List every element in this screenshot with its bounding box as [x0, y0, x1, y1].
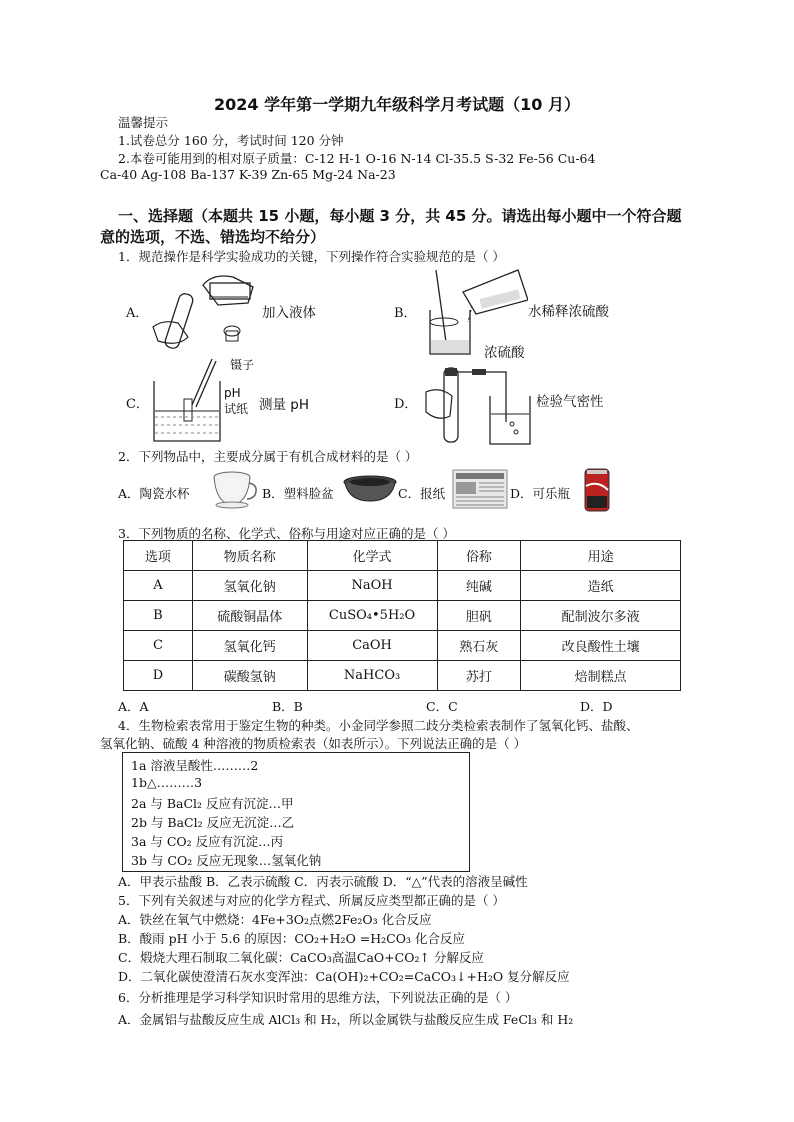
notes-line-3: Ca-40 Ag-108 Ba-137 K-39 Zn-65 Mg-24 Na-23	[100, 167, 396, 182]
q2-option-d: D．可乐瓶	[510, 486, 571, 501]
table-cell: 硫酸铜晶体	[192, 601, 307, 631]
q1-option-b-caption-2: 浓硫酸	[484, 345, 525, 361]
table-cell: 改良酸性土壤	[521, 631, 681, 661]
table-cell: 氢氧化钠	[192, 571, 307, 601]
table-cell: NaOH	[307, 571, 437, 601]
q3-stem: 3．下列物质的名称、化学式、俗称与用途对应正确的是（ ）	[118, 526, 455, 541]
q1-option-b-caption-1: 水稀释浓硫酸	[528, 304, 609, 320]
table-row	[124, 661, 681, 691]
q4-stem-2: 氢氧化钠、硫酸 4 种溶液的物质检索表（如表所示）。下列说法正确的是（ ）	[100, 736, 527, 751]
table-cell: 苏打	[437, 661, 521, 691]
q1-option-c-caption: 测量 pH	[259, 397, 310, 413]
ceramic-cup-image	[208, 469, 262, 509]
table-cell: A	[124, 571, 193, 601]
q4-options: A．甲表示盐酸 B．乙表示硫酸 C．丙表示硫酸 D．“△”代表的溶液呈碱性	[118, 874, 528, 889]
q1-option-c-tweezers: 镊子	[230, 358, 255, 372]
key-entry: 2b 与 BaCl₂ 反应无沉淀…乙	[131, 815, 295, 830]
q3-option-a: A．A	[118, 699, 149, 714]
table-header-row	[124, 541, 681, 571]
table-cell: CaOH	[307, 631, 437, 661]
table-row	[124, 571, 681, 601]
ph-test-illustration	[150, 355, 230, 447]
table-header-cell: 用途	[521, 541, 681, 571]
table-cell: CuSO₄•5H₂O	[307, 601, 437, 631]
q3-option-c: C．C	[426, 699, 458, 714]
q5-option-d: D．二氧化碳使澄清石灰水变浑浊：Ca(OH)₂+CO₂=CaCO₃↓+H₂O 复分解反应	[118, 969, 570, 984]
table-cell: D	[124, 661, 193, 691]
table-cell: 纯碱	[437, 571, 521, 601]
key-entry: 2a 与 BaCl₂ 反应有沉淀…甲	[131, 796, 294, 811]
key-entry: 3b 与 CO₂ 反应无现象…氢氧化钠	[131, 853, 322, 868]
key-entry: 3a 与 CO₂ 反应有沉淀…丙	[131, 834, 284, 849]
key-entry: 1a 溶液呈酸性………2	[131, 758, 259, 773]
q1-option-a-label: A．	[126, 306, 149, 321]
table-row	[124, 631, 681, 661]
newspaper-image	[452, 469, 508, 509]
q1-option-b-label: B．	[394, 306, 417, 321]
table-cell: B	[124, 601, 193, 631]
table-header-cell: 化学式	[307, 541, 437, 571]
q5-option-a: A．铁丝在氧气中燃烧：4Fe+3O₂点燃2Fe₂O₃ 化合反应	[118, 912, 432, 927]
q1-option-a-caption: 加入液体	[262, 305, 316, 321]
table-cell: 焙制糕点	[521, 661, 681, 691]
table-cell: 造纸	[521, 571, 681, 601]
q2-option-a: A．陶瓷水杯	[118, 486, 190, 501]
q4-stem-1: 4．生物检索表常用于鉴定生物的种类。小金同学参照二歧分类检索表制作了氢氧化钙、盐酸、	[118, 718, 639, 733]
q3-option-b: B．B	[272, 699, 303, 714]
table-header-cell: 选项	[124, 541, 193, 571]
q2-option-b: B．塑料脸盆	[262, 486, 334, 501]
q1-option-c-label: C．	[126, 397, 149, 412]
table-cell: NaHCO₃	[307, 661, 437, 691]
q1-option-d-label: D．	[394, 397, 418, 412]
section-header-line-2: 意的选项，不选、错选均不给分）	[100, 228, 326, 246]
table-row	[124, 601, 681, 631]
q5-option-c: C．煅烧大理石制取二氧化碳：CaCO₃高温CaO+CO₂↑ 分解反应	[118, 950, 484, 965]
q2-option-c: C．报纸	[398, 486, 446, 501]
q1-stem: 1．规范操作是科学实验成功的关键，下列操作符合实验规范的是（ ）	[118, 249, 505, 264]
q5-option-b: B．酸雨 pH 小于 5.6 的原因：CO₂+H₂O =H₂CO₃ 化合反应	[118, 931, 465, 946]
table-cell: C	[124, 631, 193, 661]
table-cell: 熟石灰	[437, 631, 521, 661]
table-cell: 氢氧化钙	[192, 631, 307, 661]
table-header-cell: 物质名称	[192, 541, 307, 571]
q1-option-c-paper: 试纸	[224, 402, 249, 416]
cola-can-image	[582, 466, 612, 514]
notes-heading: 温馨提示	[118, 115, 169, 130]
section-header-line-1: 一、选择题（本题共 15 小题，每小题 3 分，共 45 分。请选出每小题中一个符合题	[118, 207, 682, 225]
key-entry: 1b△………3	[131, 775, 203, 790]
notes-line-1: 1.试卷总分 160 分，考试时间 120 分钟	[118, 133, 344, 148]
q3-table	[123, 540, 681, 691]
notes-line-2: 2.本卷可能用到的相对原子质量：C-12 H-1 O-16 N-14 Cl-35.5 S-32 Fe-56 Cu-64	[118, 151, 596, 166]
q1-option-c-ph: pH	[224, 386, 241, 400]
table-cell: 配制波尔多液	[521, 601, 681, 631]
airtight-check-illustration	[418, 362, 534, 448]
q4-key-box	[122, 752, 470, 872]
q6-option-a: A．金属铝与盐酸反应生成 AlCl₃ 和 H₂，所以金属铁与盐酸反应生成 FeCl₃ 和 H₂	[118, 1012, 574, 1027]
plastic-basin-image	[342, 474, 398, 504]
pouring-liquid-illustration	[148, 265, 268, 360]
q3-option-d: D．D	[580, 699, 613, 714]
table-cell: 胆矾	[437, 601, 521, 631]
table-cell: 碳酸氢钠	[192, 661, 307, 691]
page-title: 2024 学年第一学期九年级科学月考试题（10 月）	[214, 95, 580, 114]
q5-stem: 5．下列有关叙述与对应的化学方程式、所属反应类型都正确的是（ ）	[118, 893, 505, 908]
q2-stem: 2．下列物品中，主要成分属于有机合成材料的是（ ）	[118, 449, 418, 464]
table-header-cell: 俗称	[437, 541, 521, 571]
q1-option-d-caption: 检验气密性	[536, 394, 604, 410]
q6-stem: 6．分析推理是学习科学知识时常用的思维方法，下列说法正确的是（ ）	[118, 990, 518, 1005]
